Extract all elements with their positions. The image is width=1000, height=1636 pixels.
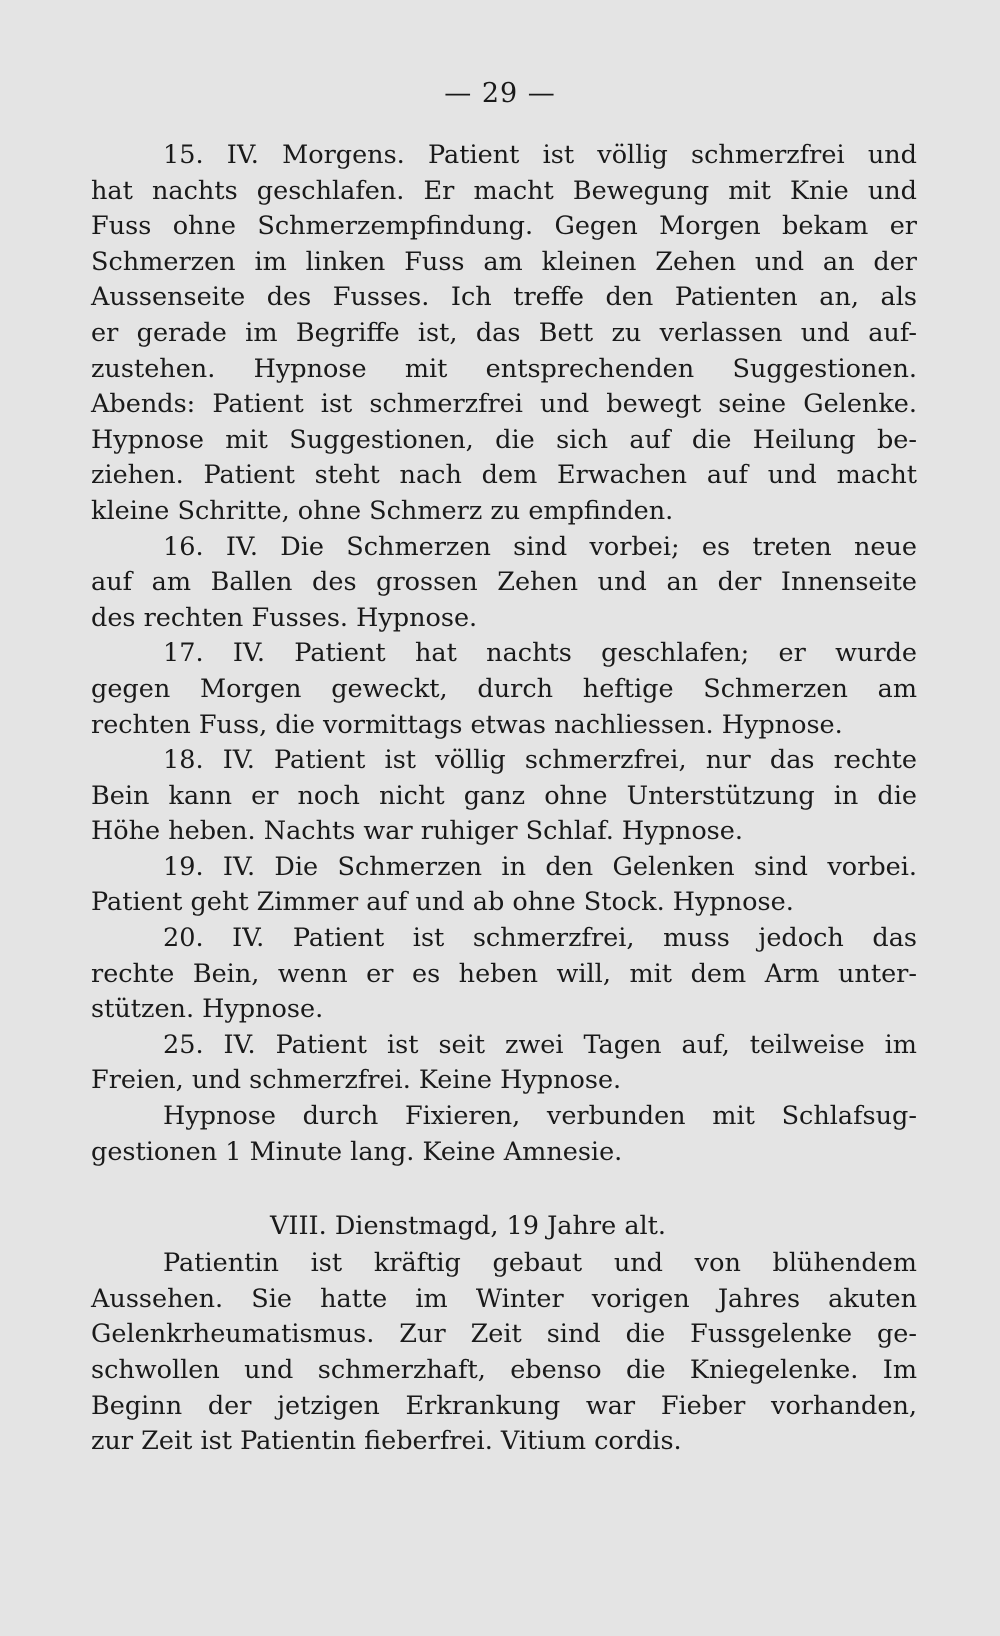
text-line: kleine Schritte, ohne Schmerz zu empfinden. (91, 495, 674, 526)
text-line: schwollen und schmerzhaft, ebenso die Kniegelenke. Im (91, 1355, 917, 1385)
entry-16-iv (91, 530, 917, 637)
page-number: — 29 — (444, 78, 556, 109)
text-line: auf am Ballen des grossen Zehen und an der Innenseite (91, 567, 917, 598)
text-line: Hypnose mit Suggestionen, die sich auf die Heilung be- (91, 424, 917, 455)
entry-20-iv (91, 921, 917, 1028)
text-line: Höhe heben. Nachts war ruhiger Schlaf. Hypnose. (91, 816, 743, 847)
text-line: rechten Fuss, die vormittags etwas nachliessen. Hypnose. (91, 709, 843, 740)
text-line: 16. IV. Die Schmerzen sind vorbei; es treten neue (163, 531, 917, 562)
entry-25-iv (91, 1028, 917, 1099)
section-gap (91, 1170, 917, 1206)
text-line: des rechten Fusses. Hypnose. (91, 602, 478, 633)
text-line: Patient geht Zimmer auf und ab ohne Stock. Hypnose. (91, 887, 794, 918)
text-line: hat nachts geschlafen. Er macht Bewegung mit Knie und (91, 175, 917, 206)
text-line: Schmerzen im linken Fuss am kleinen Zehen und an der (91, 246, 917, 277)
text-line: er gerade im Begriffe ist, das Bett zu verlassen und auf- (91, 317, 917, 348)
text-line: 25. IV. Patient ist seit zwei Tagen auf, teilweise im (163, 1029, 917, 1060)
text-line: Freien, und schmerzfrei. Keine Hypnose. (91, 1065, 622, 1096)
text-line: Bein kann er noch nicht ganz ohne Unterstützung in die (91, 780, 917, 811)
text-line: Aussehen. Sie hatte im Winter vorigen Jahres akuten (91, 1283, 917, 1314)
text-line: 18. IV. Patient ist völlig schmerzfrei, nur das rechte (163, 745, 917, 776)
text-line: gestionen 1 Minute lang. Keine Amnesie. (91, 1136, 623, 1167)
text-line: ziehen. Patient steht nach dem Erwachen auf und macht (91, 460, 917, 491)
text-line: 15. IV. Morgens. Patient ist völlig schmerzfrei und (163, 140, 917, 170)
text-line: Fuss ohne Schmerzempfindung. Gegen Morgen bekam er (91, 211, 917, 242)
text-line: 17. IV. Patient hat nachts geschlafen; er wurde (163, 638, 917, 669)
body-text (91, 138, 917, 1460)
entry-15-iv (91, 138, 917, 530)
text-line: 20. IV. Patient ist schmerzfrei, muss jedoch das (163, 923, 917, 954)
case-paragraph (91, 1246, 917, 1460)
entry-18-iv (91, 743, 917, 850)
text-line: zustehen. Hypnose mit entsprechenden Suggestionen. (91, 353, 917, 384)
text-line: Abends: Patient ist schmerzfrei und bewegt seine Gelenke. (91, 389, 917, 420)
text-line: Aussenseite des Fusses. Ich treffe den Patienten an, als (91, 282, 917, 313)
entry-19-iv (91, 850, 917, 921)
text-line: zur Zeit ist Patientin fieberfrei. Vitium cordis. (91, 1426, 682, 1457)
text-line: Gelenkrheumatismus. Zur Zeit sind die Fussgelenke ge- (91, 1319, 917, 1350)
text-line: Patientin ist kräftig gebaut und von blühendem (163, 1248, 917, 1279)
text-line: stützen. Hypnose. (91, 994, 324, 1025)
text-line: Beginn der jetzigen Erkrankung war Fieber vorhanden, (91, 1390, 917, 1421)
entry-17-iv (91, 636, 917, 743)
text-line: Hypnose durch Fixieren, verbunden mit Schlafsug- (163, 1101, 917, 1132)
text-line: rechte Bein, wenn er es heben will, mit dem Arm unter- (91, 958, 917, 989)
hypnosis-summary (91, 1099, 917, 1170)
case-heading: VIII. Dienstmagd, 19 Jahre alt. (270, 1211, 667, 1242)
text-line: gegen Morgen geweckt, durch heftige Schmerzen am (91, 673, 917, 704)
text-line: 19. IV. Die Schmerzen in den Gelenken sind vorbei. (163, 851, 917, 882)
